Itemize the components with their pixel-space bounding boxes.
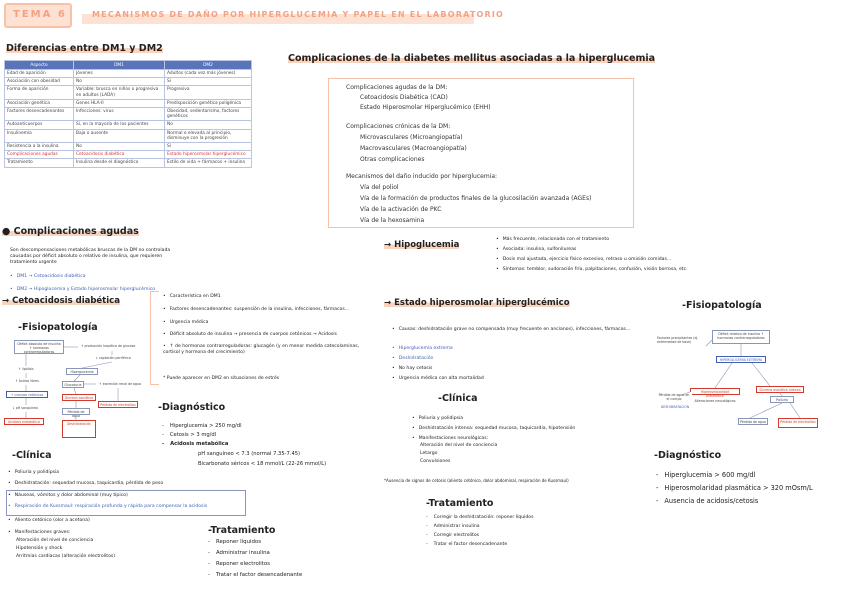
- acute-intro-line: Son descompensaciones metabólicas bruscas de la DM no controlada: [10, 248, 171, 253]
- ehh-title-text: Estado hiperosmolar hiperglucémico: [394, 298, 570, 308]
- list-item: Cetoacidosis Diabética (CAD): [360, 94, 448, 101]
- list-item: - Ausencia de acidosis/cetosis: [656, 497, 758, 505]
- table-cell: Genes HLA-II: [74, 99, 165, 107]
- table-cell: Jóvenes: [74, 70, 165, 78]
- table-cell: Variable: brusca en niños o progresiva en adultos (LADA): [74, 86, 165, 99]
- list-item: - Tratar el factor desencadenante: [426, 542, 507, 548]
- mechanisms-heading: Mecanismos del daño inducido por hiperglucemia:: [346, 173, 498, 180]
- complications-title: Complicaciones de la diabetes mellitus asociadas a la hiperglucemia: [288, 53, 656, 64]
- table-cell: Insulina desde el diagnóstico: [74, 159, 165, 167]
- list-item: • Deshidratación intensa: sequedad mucosa, taquicardia, hipotensión: [412, 426, 575, 432]
- list-item: - Corregir la deshidratación: reponer líquidos: [426, 515, 534, 521]
- list-item: • Manifestaciones neurológicas:: [412, 436, 488, 442]
- cad-physio-title-text: Fisiopatología: [21, 322, 98, 333]
- dash-icon: -: [426, 498, 429, 509]
- ehh-treat-title-text: Tratamiento: [428, 498, 494, 509]
- list-item: Vía de la activación de PKC: [360, 206, 442, 213]
- list-item: • Causas: deshidratación grave no compensada (muy frecuente en ancianos), infecciones, fármacos...: [392, 327, 642, 333]
- flow-node: DESHIDRATACIÓN: [656, 404, 694, 411]
- cad-clin-title: [12, 450, 52, 461]
- list-item: • Déficit absoluto de insulina → presencia de cuerpos cetónicos → Acidosis: [163, 332, 337, 338]
- ehh-title: [384, 298, 570, 308]
- table-cell: Obesidad, sedentarismo, factores genéticos: [165, 108, 252, 121]
- table-cell: Sí: [165, 78, 252, 86]
- list-item: - Reponer líquidos: [208, 539, 261, 545]
- table-cell: Adultos (cada vez más jóvenes): [165, 70, 252, 78]
- list-item: • Más frecuente, relacionada con el tratamiento: [496, 237, 609, 243]
- table-cell: Resistencia a la insulina: [5, 143, 74, 151]
- flow-node: ↑ producción hepática de glucosa: [78, 343, 138, 351]
- arrow-right-icon: →: [384, 298, 392, 308]
- list-item: Vía del poliol: [360, 184, 399, 191]
- flow-node: Diuresis osmótica: [62, 394, 96, 401]
- list-item: • Hiperglucemia extrema: [392, 346, 453, 352]
- table-cell: Insulinemia: [5, 129, 74, 142]
- list-item: • Náuseas, vómitos y dolor abdominal (muy típico): [8, 493, 128, 499]
- acute-title-text: Complicaciones agudas: [13, 226, 139, 237]
- list-item: - Reponer electrolitos: [208, 561, 270, 567]
- flow-node: Pérdida de agua: [62, 408, 90, 415]
- list-item: • Asociada: insulina, sulfonilureas: [496, 247, 576, 253]
- flow-node: ↑ excreción renal de agua: [96, 381, 144, 388]
- table-cell: No: [74, 78, 165, 86]
- flow-node: HIPERGLUCEMIA EXTREMA: [716, 356, 766, 363]
- list-item: Arritmias cardíacas (alteración electrolitos): [16, 554, 116, 559]
- list-item: Microvasculares (Microangiopatía): [360, 134, 463, 141]
- hypoglycemia-title-text: Hipoglucemia: [394, 240, 460, 250]
- flow-node: ↑ Ácidos libres: [12, 378, 42, 385]
- list-item: Estado Hiperosmolar Hiperglucémico (EHH): [360, 104, 491, 111]
- list-item: - Hiperglucemia > 600 mg/dl: [656, 471, 755, 479]
- ehh-flow-arrows: [640, 320, 840, 440]
- table-cell: Normal o elevada al principio, disminuye con la progresión: [165, 129, 252, 142]
- table-cell: Predisposición genética poligénica: [165, 99, 252, 107]
- table-cell: Edad de aparición: [5, 70, 74, 78]
- ehh-clin-title-text: Clínica: [441, 393, 478, 404]
- page-title: MECANISMOS DE DAÑO POR HIPERGLUCEMIA Y PAPEL EN EL LABORATORIO: [92, 10, 505, 19]
- list-item: Macrovasculares (Macroangiopatía): [360, 145, 467, 152]
- table-header-cell: Aspecto: [5, 61, 74, 70]
- table-cell: No: [165, 121, 252, 129]
- table-cell: Autoanticuerpos: [5, 121, 74, 129]
- list-item: • Deshidratación: [392, 356, 433, 362]
- dash-icon: -: [208, 525, 211, 536]
- dash-icon: -: [18, 322, 22, 333]
- flow-node: Hiperglucemia: [66, 368, 98, 375]
- flow-node: Factores precipitantes (ej. enfermedad de base): [656, 335, 706, 357]
- flow-node: Alteraciones neurológicas: [692, 398, 738, 405]
- ehh-clin-title: [438, 393, 478, 404]
- list-item: Alteración del nivel de conciencia: [16, 538, 94, 543]
- flow-node: ↑ lipólisis: [12, 366, 40, 373]
- list-item: • No hay cetosis: [392, 366, 432, 372]
- bullet-icon: ●: [2, 226, 11, 237]
- table-cell: Asociación con obesidad: [5, 78, 74, 86]
- list-item: • Síntomas: temblor, sudoración fría, palpitaciones, confusión, visión borrosa, etc.: [496, 267, 688, 273]
- table-cell: Baja o ausente: [74, 129, 165, 142]
- flow-node: ↑ cuerpos cetónicos: [6, 391, 48, 398]
- footnote: *Ausencia de signos de cetosis (aliento cetónico, dolor abdominal, respiración de Kussmaul): [384, 478, 569, 483]
- table-cell: Asociación genética: [5, 99, 74, 107]
- flow-node: Pérdida de agua: [738, 418, 768, 425]
- cad-treat-title: [208, 525, 275, 536]
- list-item: Otras complicaciones: [360, 156, 425, 163]
- cad-treat-title-text: Tratamiento: [210, 525, 276, 536]
- ehh-treat-title: [426, 498, 493, 509]
- flow-node: Pérdida de electrolitos: [98, 401, 138, 408]
- table-cell: Sí: [165, 143, 252, 151]
- tema-label: TEMA 6: [13, 9, 67, 20]
- table-cell: Complicaciones agudas: [5, 151, 74, 159]
- flow-node: Deshidratación: [62, 420, 96, 438]
- list-item: Letargo: [420, 451, 438, 456]
- list-item: - Tratar el factor desencadenante: [208, 572, 302, 578]
- arrow-right-icon: →: [384, 240, 392, 250]
- cad-title-text: Cetoacidosis diabética: [12, 296, 120, 306]
- dash-icon: -: [682, 300, 686, 311]
- list-item: • DM1 → Cetoacidosis diabética: [10, 274, 86, 280]
- flow-node: ↓ pH sanguíneo: [6, 405, 44, 412]
- list-item: Alteración del nivel de conciencia: [420, 443, 498, 448]
- cad-clin-title-text: Clínica: [15, 450, 52, 461]
- chronic-heading: Complicaciones crónicas de la DM:: [346, 123, 451, 130]
- cad-flow-arrows: [0, 0, 163, 440]
- table-cell: Estilo de vida + fármacos + insulina: [165, 159, 252, 167]
- flow-node: ↓ captación periférica: [88, 355, 138, 362]
- acute-intro-line: causadas por déficit absoluto o relativo de insulina, que requieren: [10, 254, 163, 259]
- list-item: - Cetosis > 3 mg/dl: [162, 432, 216, 438]
- list-item: • Respiración de Kussmaul: respiración profunda y rápida para compensar la acidosis: [8, 504, 207, 510]
- dash-icon: -: [438, 393, 442, 404]
- flow-node: Pérdida de electrolitos: [778, 418, 818, 428]
- dash-icon: -: [12, 450, 16, 461]
- footnote: * Puede aparecer en DM2 en situaciones de estrés: [163, 376, 280, 381]
- ehh-physio-title-text: Fisiopatología: [685, 300, 762, 311]
- flow-node: Déficit relativo de insulina ↑ hormonas contrarreguladoras: [712, 330, 770, 344]
- list-item: Vía de la hexosamina: [360, 217, 425, 224]
- table-cell: Estado hiperosmolar hiperglucémico: [165, 151, 252, 159]
- list-item: • Dosis mal ajustada, ejercicio físico excesivo, retraso u omisión comidas...: [496, 257, 671, 263]
- list-item: - Administrar insulina: [208, 550, 270, 556]
- table-cell: Progresiva: [165, 86, 252, 99]
- list-item: Hipotensión y shock: [16, 546, 63, 551]
- list-item: - Administrar insulina: [426, 524, 480, 530]
- flow-node: Glucosuria: [62, 381, 84, 388]
- list-item: • Poliuria y polidipsia: [412, 416, 463, 422]
- table-cell: Forma de aparición: [5, 86, 74, 99]
- acute-heading: Complicaciones agudas de la DM:: [346, 84, 448, 91]
- flow-node: Hiperosmolaridad plasmática: [690, 388, 740, 395]
- hypoglycemia-title: [384, 240, 459, 250]
- table-cell: Infecciones: virus: [74, 108, 165, 121]
- list-item: Bicarbonato séricos < 18 mmol/L (22-26 mmol/L): [198, 461, 327, 467]
- list-item: • Urgencia médica con alta mortalidad: [392, 376, 484, 382]
- list-item: • ↑ de hormonas contrarreguladoras: glucagón (y en menor medida catecolaminas, cortisol y hormona del crecimiento): [163, 344, 363, 356]
- dash-icon: -: [654, 450, 658, 461]
- table-header-cell: DM2: [165, 61, 252, 70]
- table-cell: Sí, en la mayoría de los pacientes: [74, 121, 165, 129]
- table-cell: Cetoacidosis diabética: [74, 151, 165, 159]
- list-item: - Hiperglucemia > 250 mg/dl: [162, 423, 242, 429]
- flow-node: Acidosis metabólica: [4, 418, 44, 425]
- list-item: • Poliuria y polidipsia: [8, 470, 59, 476]
- list-item: Vía de la formación de productos finales de la glucosilación avanzada (AGEs): [360, 195, 592, 202]
- list-item: • Característica en DM1: [163, 294, 221, 300]
- list-item: Convulsiones: [420, 459, 451, 464]
- list-item: • DM2 → Hipoglucemia y Estado hiperosmolar hiperglucémico: [10, 287, 155, 293]
- list-item: - Corregir electrolitos: [426, 533, 479, 539]
- list-item: • Deshidratación: sequedad mucosa, taquicardia, pérdida de peso: [8, 481, 163, 487]
- flow-node: Diuresis osmótica intensa: [756, 386, 804, 393]
- dash-icon: -: [158, 402, 162, 413]
- list-item: • Factores desencadenantes: suspensión de la insulina, infecciones, fármacos...: [163, 307, 349, 313]
- flow-node: Déficit absoluto de insulina ↑ hormonas contrarreguladoras: [14, 340, 64, 354]
- cad-diag-title: [158, 402, 225, 413]
- table-header-cell: DM1: [74, 61, 165, 70]
- table-cell: No: [74, 143, 165, 151]
- list-item: pH sanguíneo < 7.3 (normal 7.35-7.45): [198, 451, 301, 457]
- flow-node: Pérdida de agua en el cuerpo: [656, 392, 692, 404]
- list-item: - Acidosis metabólica: [162, 441, 228, 447]
- list-item: • Urgencia médica: [163, 320, 208, 326]
- table-cell: Factores desencadenantes: [5, 108, 74, 121]
- differences-title: Diferencias entre DM1 y DM2: [6, 43, 163, 54]
- cad-diag-title-text: Diagnóstico: [161, 402, 226, 413]
- acute-intro-line: tratamiento urgente: [10, 260, 57, 265]
- ehh-diag-title-text: Diagnóstico: [657, 450, 722, 461]
- list-item: - Hiperosmolaridad plasmática > 320 mOsm/L: [656, 484, 813, 492]
- table-cell: Tratamiento: [5, 159, 74, 167]
- arrow-right-icon: →: [2, 296, 10, 306]
- ehh-physio-title: [682, 300, 762, 311]
- list-item: • Aliento cetónico (olor a acetona): [8, 518, 90, 524]
- ehh-diag-title: [654, 450, 721, 461]
- list-item: • Manifestaciones graves:: [8, 530, 70, 536]
- flow-node: Poliuria: [770, 396, 794, 403]
